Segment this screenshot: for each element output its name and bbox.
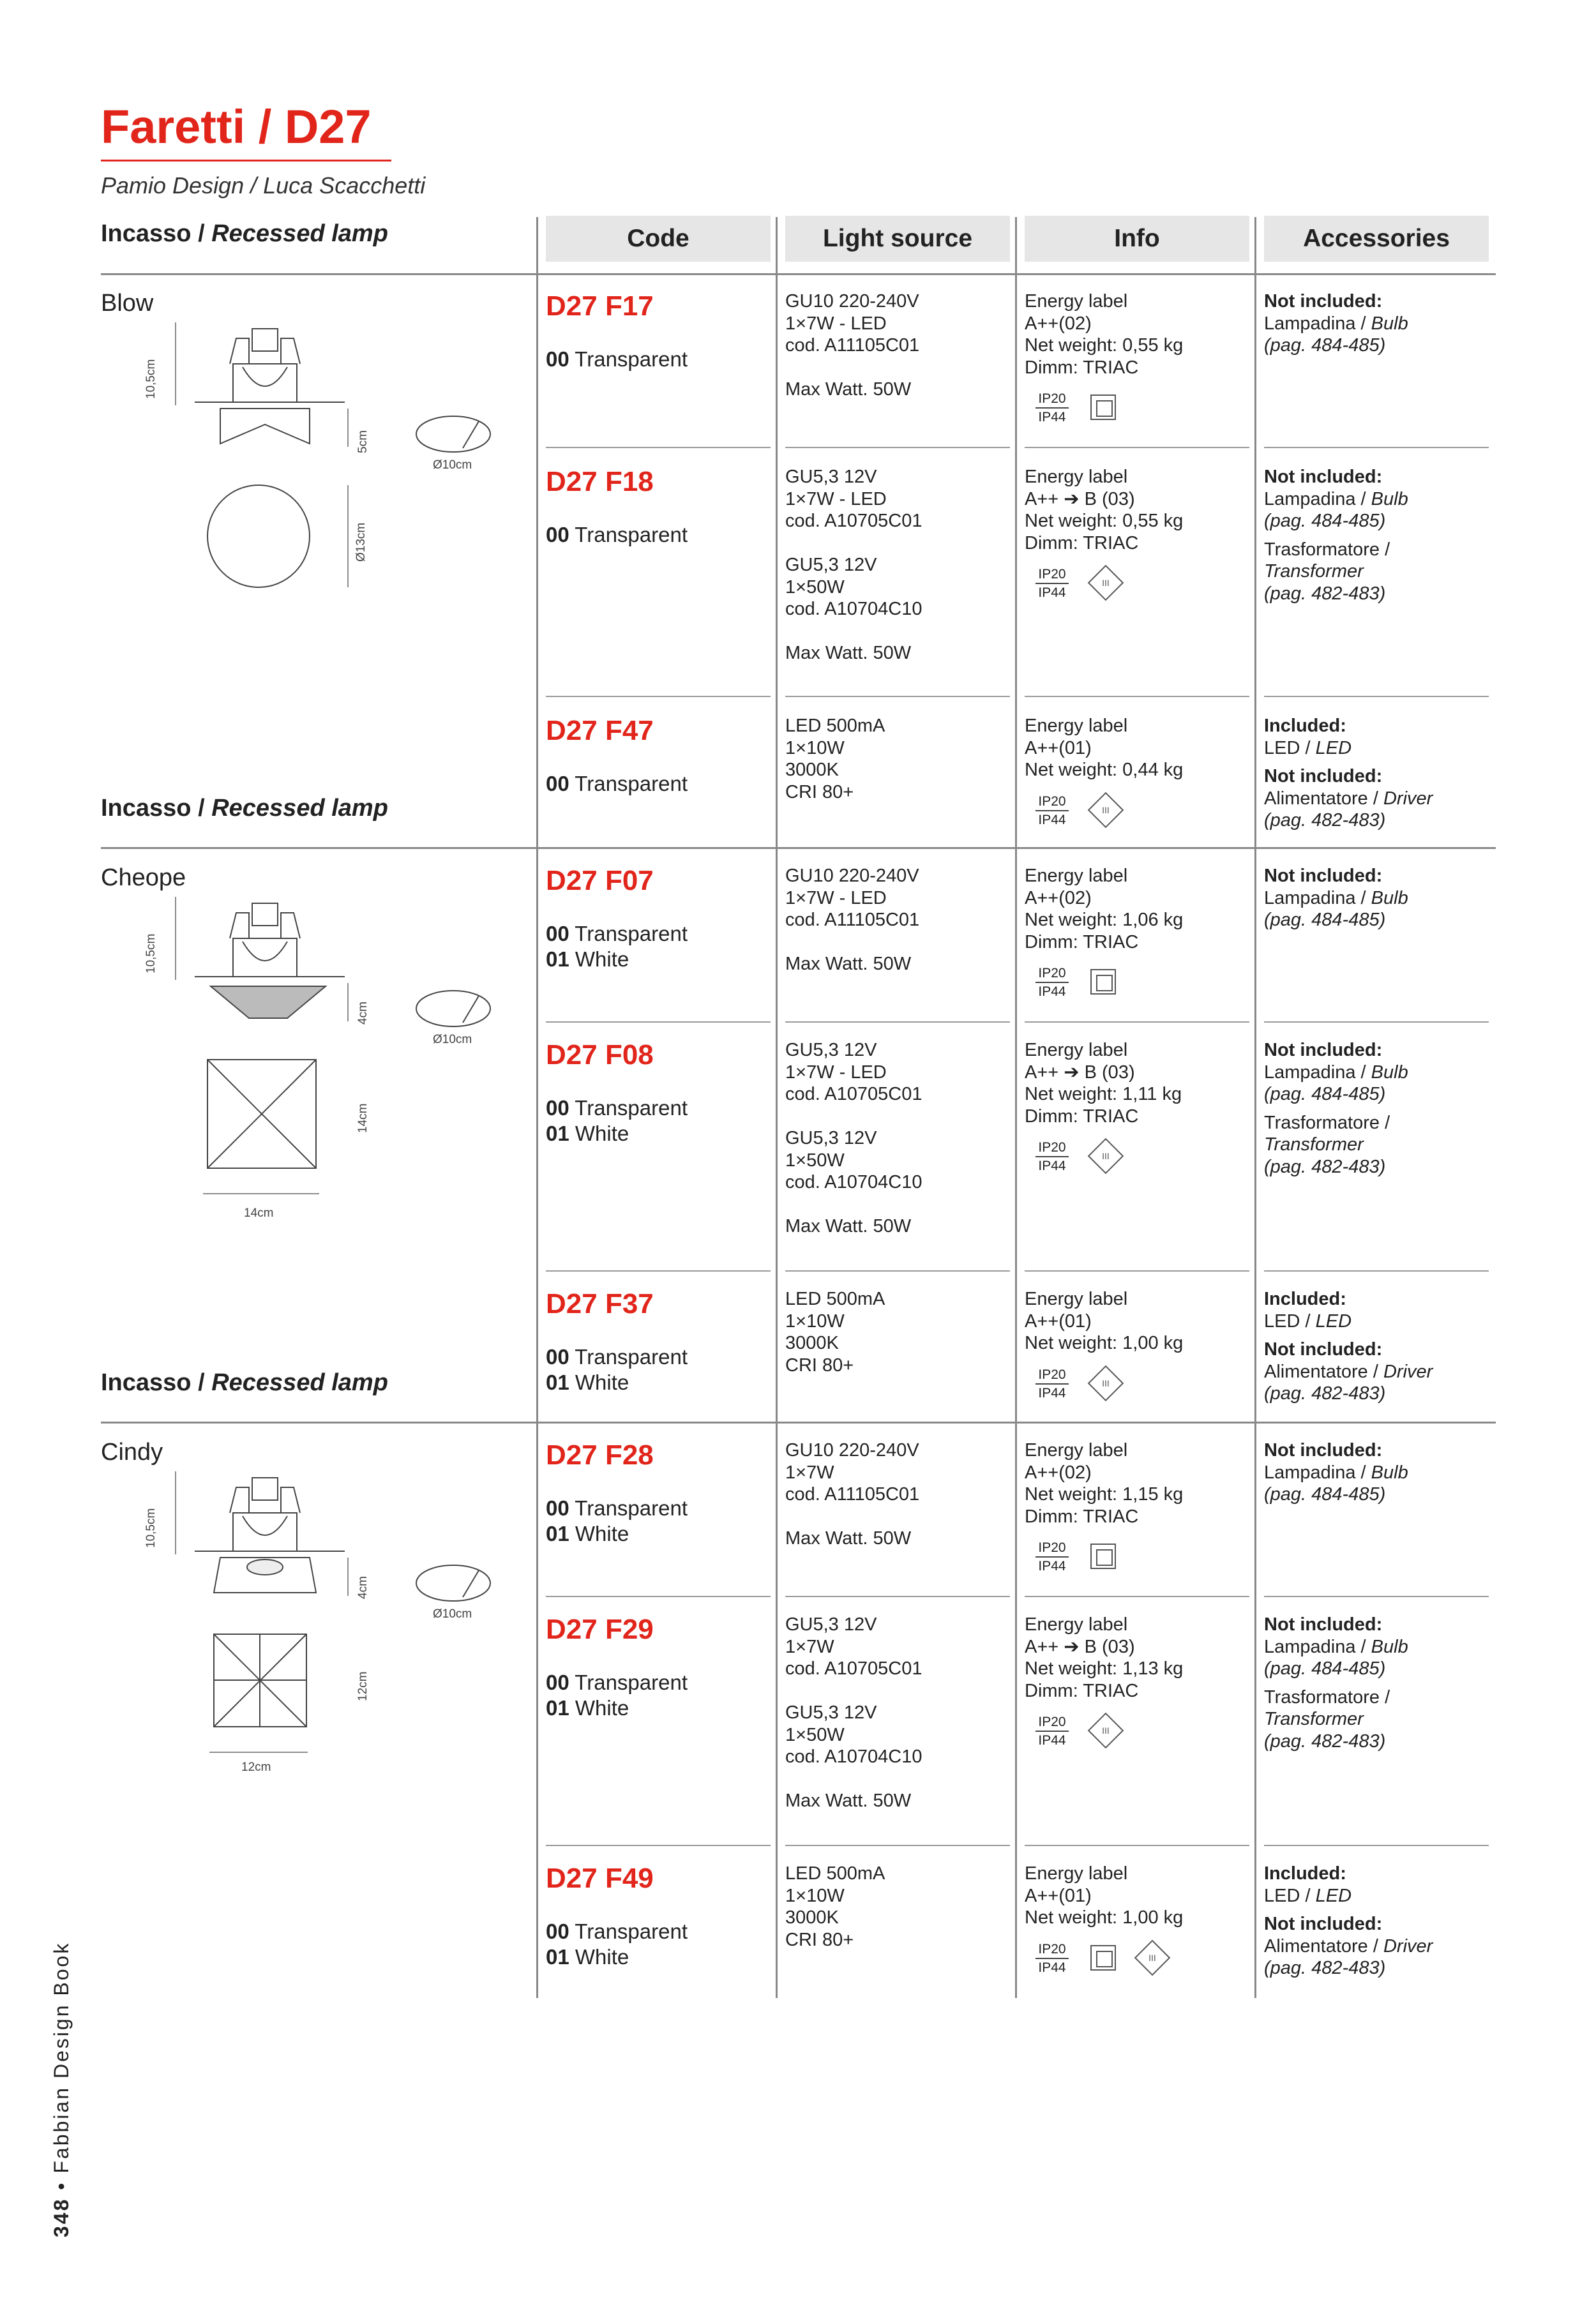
- finish-name: White: [575, 1696, 629, 1720]
- product-code: D27 F28: [546, 1439, 654, 1471]
- transformer-class-icon: III: [1134, 1939, 1171, 1976]
- accessory-line: (pag. 482-483): [1264, 1156, 1386, 1177]
- accessory-line: Included:: [1264, 1289, 1346, 1309]
- cutout-hole-icon: [409, 409, 498, 460]
- finish-number: 00: [546, 1671, 569, 1694]
- column-rule: [1015, 217, 1017, 1998]
- accessory-line: LED / LED: [1264, 1885, 1352, 1906]
- accessory-line: Trasformatore /: [1264, 1112, 1390, 1133]
- accessory-line: Alimentatore / Driver: [1264, 788, 1433, 809]
- section-category-label: [101, 795, 388, 822]
- section-name: Cheope: [101, 864, 186, 891]
- info-spec: Energy label A++(02) Net weight: 0,55 kg Dimm: TRIAC: [1025, 291, 1184, 378]
- info-spec: Energy label A++(02) Net weight: 1,15 kg Dimm: TRIAC: [1025, 1440, 1184, 1527]
- double-insulation-icon: [1090, 1945, 1116, 1971]
- accessory-line: Lampadina / Bulb: [1264, 488, 1408, 509]
- product-code: D27 F29: [546, 1614, 654, 1645]
- product-code: D27 F37: [546, 1288, 654, 1319]
- accessories-spec: [1264, 1614, 1408, 1752]
- accessory-line: (pag. 482-483): [1264, 1731, 1386, 1752]
- accessories-spec: [1264, 1039, 1408, 1178]
- finish-number: 01: [546, 1122, 569, 1145]
- accessory-line: Not included:: [1264, 866, 1383, 886]
- finish-number: 00: [546, 1496, 569, 1520]
- finish-number: 00: [546, 523, 569, 546]
- row-rule: [785, 1845, 1010, 1846]
- dimension-label: 5cm: [356, 430, 370, 453]
- product-code: D27 F07: [546, 865, 654, 896]
- finish-name: Transparent: [575, 772, 688, 795]
- dimension-label: Ø10cm: [433, 458, 472, 472]
- finish-option: [546, 1370, 629, 1395]
- row-rule: [1025, 1596, 1249, 1597]
- row-rule: [1264, 1845, 1489, 1846]
- accessory-line: Not included:: [1264, 766, 1383, 786]
- row-rule: [1025, 1845, 1249, 1846]
- info-spec: Energy label A++(02) Net weight: 1,06 kg Dimm: TRIAC: [1025, 866, 1184, 952]
- accessory-line: Not included:: [1264, 1914, 1383, 1934]
- finish-name: White: [575, 1522, 629, 1545]
- accessories-spec: [1264, 865, 1408, 931]
- accessory-line: (pag. 484-485): [1264, 335, 1386, 356]
- front-view-square: [204, 1056, 332, 1184]
- dimension-label: 10,5cm: [144, 1508, 158, 1548]
- ip-bottom: IP44: [1038, 812, 1066, 827]
- accessory-line: Not included:: [1264, 1440, 1383, 1461]
- finish-name: White: [575, 1122, 629, 1145]
- finish-number: 01: [546, 1945, 569, 1969]
- header-category-label: Incasso / Recessed lamp: [101, 220, 388, 247]
- dimension-label: Ø10cm: [433, 1607, 472, 1621]
- accessory-line: Included:: [1264, 1863, 1346, 1884]
- accessory-line: Not included:: [1264, 467, 1383, 487]
- info-spec: Energy label A++(01) Net weight: 1,00 kg: [1025, 1289, 1184, 1353]
- row-rule: [546, 1021, 771, 1023]
- ip-rating: [1035, 1713, 1069, 1749]
- info-spec: Energy label A++ ➔ B (03) Net weight: 1,13 kg Dimm: TRIAC: [1025, 1614, 1184, 1701]
- transformer-class-icon: III: [1088, 1138, 1124, 1175]
- accessory-line: Lampadina / Bulb: [1264, 1062, 1408, 1083]
- product-code: D27 F08: [546, 1039, 654, 1071]
- ip-bottom: IP44: [1038, 1559, 1066, 1574]
- section-category-label: [101, 1369, 388, 1397]
- row-rule: [546, 1845, 771, 1846]
- section-rule: [101, 847, 1496, 849]
- accessory-line: Lampadina / Bulb: [1264, 1462, 1408, 1483]
- product-code: D27 F17: [546, 290, 654, 322]
- label-en: Recessed lamp: [211, 1369, 388, 1396]
- accessory-line: Not included:: [1264, 1339, 1383, 1360]
- row-rule: [1264, 1270, 1489, 1272]
- label-it: Incasso /: [101, 795, 212, 822]
- double-insulation-icon: [1090, 969, 1116, 995]
- finish-name: White: [575, 1945, 629, 1969]
- ip-rating: [1035, 793, 1069, 829]
- accessory-line: (pag. 484-485): [1264, 910, 1386, 930]
- column-header-info: Info: [1025, 216, 1249, 262]
- finish-name: White: [575, 947, 629, 971]
- finish-option: [546, 1496, 688, 1521]
- finish-option: [546, 921, 688, 947]
- finish-name: Transparent: [575, 922, 688, 945]
- dimension-label: 4cm: [356, 1576, 370, 1599]
- dimension-label: Ø13cm: [354, 522, 368, 562]
- ip-top: IP20: [1035, 1366, 1069, 1385]
- accessory-line: (pag. 482-483): [1264, 583, 1386, 604]
- transformer-class-icon: III: [1088, 1365, 1124, 1401]
- ip-top: IP20: [1035, 1941, 1069, 1959]
- ip-rating: [1035, 1139, 1069, 1175]
- column-header-accessories: Accessories: [1264, 216, 1489, 262]
- ip-top: IP20: [1035, 1539, 1069, 1558]
- column-rule: [1254, 217, 1256, 1998]
- accessory-line: (pag. 482-483): [1264, 810, 1386, 830]
- finish-option: [546, 1121, 629, 1146]
- ip-rating: [1035, 1539, 1069, 1575]
- light-source-spec: GU5,3 12V 1×7W cod. A10705C01 GU5,3 12V 1×50W cod. A10704C10 Max Watt. 50W: [785, 1614, 922, 1811]
- row-rule: [1025, 696, 1249, 697]
- accessory-line: Transformer: [1264, 1709, 1364, 1729]
- column-header-code: Code: [546, 216, 771, 262]
- label-en: Recessed lamp: [211, 795, 388, 822]
- light-source-spec: LED 500mA 1×10W 3000K CRI 80+: [785, 1289, 885, 1376]
- finish-option: [546, 1695, 629, 1721]
- row-rule: [1025, 1021, 1249, 1023]
- row-rule: [785, 1270, 1010, 1272]
- finish-name: Transparent: [575, 1345, 688, 1369]
- accessory-line: Not included:: [1264, 1614, 1383, 1635]
- finish-number: 00: [546, 922, 569, 945]
- finish-name: Transparent: [575, 523, 688, 546]
- ip-top: IP20: [1035, 566, 1069, 584]
- ip-bottom: IP44: [1038, 1960, 1066, 1975]
- ip-top: IP20: [1035, 390, 1069, 409]
- light-source-spec: GU10 220-240V 1×7W - LED cod. A11105C01 Max Watt. 50W: [785, 291, 920, 400]
- section-rule: [101, 1422, 1496, 1424]
- ip-rating: [1035, 566, 1069, 601]
- accessory-line: Lampadina / Bulb: [1264, 1636, 1408, 1657]
- accessory-line: (pag. 484-485): [1264, 1484, 1386, 1505]
- ip-rating: [1035, 965, 1069, 1000]
- cutout-hole-icon: [409, 1558, 498, 1609]
- dimension-label: 12cm: [241, 1761, 271, 1774]
- ip-bottom: IP44: [1038, 410, 1066, 424]
- product-code: D27 F47: [546, 715, 654, 746]
- finish-number: 00: [546, 1920, 569, 1943]
- accessory-line: Transformer: [1264, 1134, 1364, 1155]
- row-rule: [546, 1270, 771, 1272]
- row-rule: [546, 696, 771, 697]
- section-name: Blow: [101, 290, 154, 317]
- accessories-spec: [1264, 1288, 1433, 1405]
- accessory-line: Transformer: [1264, 561, 1364, 582]
- ip-rating: [1035, 1941, 1069, 1976]
- accessory-line: Lampadina / Bulb: [1264, 887, 1408, 908]
- accessory-line: (pag. 484-485): [1264, 1658, 1386, 1679]
- finish-option: [546, 1919, 688, 1944]
- finish-name: Transparent: [575, 1096, 688, 1120]
- finish-name: Transparent: [575, 1496, 688, 1520]
- row-rule: [1264, 1596, 1489, 1597]
- accessory-line: Lampadina / Bulb: [1264, 313, 1408, 334]
- product-code: D27 F18: [546, 466, 654, 497]
- finish-number: 00: [546, 1345, 569, 1369]
- finish-name: Transparent: [575, 347, 688, 371]
- ip-bottom: IP44: [1038, 585, 1066, 600]
- row-rule: [1264, 447, 1489, 448]
- cutout-hole-icon: [409, 983, 498, 1034]
- accessories-spec: [1264, 1439, 1408, 1506]
- front-view-round: [204, 482, 319, 590]
- finish-option: [546, 947, 629, 972]
- finish-option: [546, 1095, 688, 1121]
- accessory-line: Alimentatore / Driver: [1264, 1361, 1433, 1382]
- finish-number: 01: [546, 1522, 569, 1545]
- ip-rating: [1035, 1366, 1069, 1402]
- column-header-light-source: Light source: [785, 216, 1010, 262]
- label-it: Incasso /: [101, 1369, 212, 1396]
- finish-option: [546, 771, 688, 797]
- transformer-class-icon: III: [1088, 565, 1124, 601]
- ip-bottom: IP44: [1038, 1385, 1066, 1401]
- column-rule: [536, 217, 538, 1998]
- row-rule: [785, 447, 1010, 448]
- ip-bottom: IP44: [1038, 1733, 1066, 1748]
- finish-option: [546, 347, 688, 372]
- ip-bottom: IP44: [1038, 984, 1066, 999]
- column-rule: [776, 217, 778, 1998]
- row-rule: [546, 447, 771, 448]
- info-spec: Energy label A++ ➔ B (03) Net weight: 1,11 kg Dimm: TRIAC: [1025, 1040, 1182, 1127]
- ip-top: IP20: [1035, 1139, 1069, 1157]
- row-rule: [1025, 447, 1249, 448]
- dimension-label: 12cm: [356, 1671, 370, 1701]
- finish-option: [546, 1670, 688, 1695]
- accessory-line: Alimentatore / Driver: [1264, 1935, 1433, 1957]
- page-title: Faretti / D27: [101, 100, 372, 153]
- ip-bottom: IP44: [1038, 1159, 1066, 1173]
- info-spec: Energy label A++(01) Net weight: 0,44 kg: [1025, 716, 1184, 780]
- dimension-label: 10,5cm: [144, 359, 158, 399]
- light-source-spec: GU5,3 12V 1×7W - LED cod. A10705C01 GU5,3 12V 1×50W cod. A10704C10 Max Watt. 50W: [785, 1040, 922, 1236]
- row-rule: [546, 1596, 771, 1597]
- info-spec: Energy label A++ ➔ B (03) Net weight: 0,55 kg Dimm: TRIAC: [1025, 467, 1184, 553]
- double-insulation-icon: [1090, 394, 1116, 420]
- dimension-label: 14cm: [244, 1206, 274, 1220]
- accessory-line: (pag. 484-485): [1264, 1084, 1386, 1104]
- section-name: Cindy: [101, 1439, 163, 1466]
- accessory-line: Trasformatore /: [1264, 1687, 1390, 1708]
- ip-top: IP20: [1035, 1713, 1069, 1732]
- light-source-spec: LED 500mA 1×10W 3000K CRI 80+: [785, 1863, 885, 1950]
- double-insulation-icon: [1090, 1544, 1116, 1569]
- row-rule: [785, 696, 1010, 697]
- ip-top: IP20: [1035, 793, 1069, 811]
- ip-rating: [1035, 390, 1069, 426]
- accessory-line: (pag. 484-485): [1264, 511, 1386, 531]
- finish-name: White: [575, 1371, 629, 1394]
- transformer-class-icon: III: [1088, 792, 1124, 828]
- finish-number: 00: [546, 772, 569, 795]
- accessories-spec: [1264, 1863, 1433, 1980]
- row-rule: [1264, 696, 1489, 697]
- accessory-line: LED / LED: [1264, 1311, 1352, 1332]
- info-spec: Energy label A++(01) Net weight: 1,00 kg: [1025, 1863, 1184, 1928]
- accessory-line: (pag. 482-483): [1264, 1958, 1386, 1978]
- row-rule: [1264, 1021, 1489, 1023]
- accessories-spec: [1264, 290, 1408, 357]
- accessories-spec: [1264, 466, 1408, 605]
- row-rule: [1025, 1270, 1249, 1272]
- dimension-label: Ø10cm: [433, 1033, 472, 1046]
- finish-name: Transparent: [575, 1671, 688, 1694]
- finish-number: 01: [546, 947, 569, 971]
- row-rule: [785, 1021, 1010, 1023]
- finish-option: [546, 1944, 629, 1970]
- light-source-spec: GU5,3 12V 1×7W - LED cod. A10705C01 GU5,3 12V 1×50W cod. A10704C10 Max Watt. 50W: [785, 467, 922, 663]
- transformer-class-icon: III: [1088, 1713, 1124, 1749]
- accessory-line: LED / LED: [1264, 737, 1352, 758]
- accessory-line: Included:: [1264, 716, 1346, 736]
- finish-number: 01: [546, 1371, 569, 1394]
- page-subtitle: Pamio Design / Luca Scacchetti: [101, 172, 426, 199]
- finish-option: [546, 1344, 688, 1370]
- dimension-label: 4cm: [356, 1002, 370, 1025]
- product-code: D27 F49: [546, 1863, 654, 1894]
- finish-number: 01: [546, 1696, 569, 1720]
- finish-name: Transparent: [575, 1920, 688, 1943]
- accessory-line: Not included:: [1264, 1040, 1383, 1060]
- title-underline: [101, 160, 391, 162]
- page-footer: 348 • Fabbian Design Book: [50, 1941, 73, 2237]
- accessory-line: Trasformatore /: [1264, 539, 1390, 560]
- finish-number: 00: [546, 1096, 569, 1120]
- accessory-line: Not included:: [1264, 291, 1383, 312]
- row-rule: [785, 1596, 1010, 1597]
- accessories-spec: [1264, 715, 1433, 832]
- finish-number: 00: [546, 347, 569, 371]
- ip-top: IP20: [1035, 965, 1069, 983]
- finish-option: [546, 522, 688, 548]
- finish-option: [546, 1521, 629, 1547]
- front-view-square: [211, 1631, 313, 1733]
- light-source-spec: LED 500mA 1×10W 3000K CRI 80+: [785, 716, 885, 802]
- dimension-label: 14cm: [356, 1103, 370, 1133]
- accessory-line: (pag. 482-483): [1264, 1383, 1386, 1404]
- light-source-spec: GU10 220-240V 1×7W cod. A11105C01 Max Watt. 50W: [785, 1440, 920, 1549]
- section-rule: [101, 273, 1496, 275]
- dimension-label: 10,5cm: [144, 933, 158, 973]
- light-source-spec: GU10 220-240V 1×7W - LED cod. A11105C01 Max Watt. 50W: [785, 866, 920, 974]
